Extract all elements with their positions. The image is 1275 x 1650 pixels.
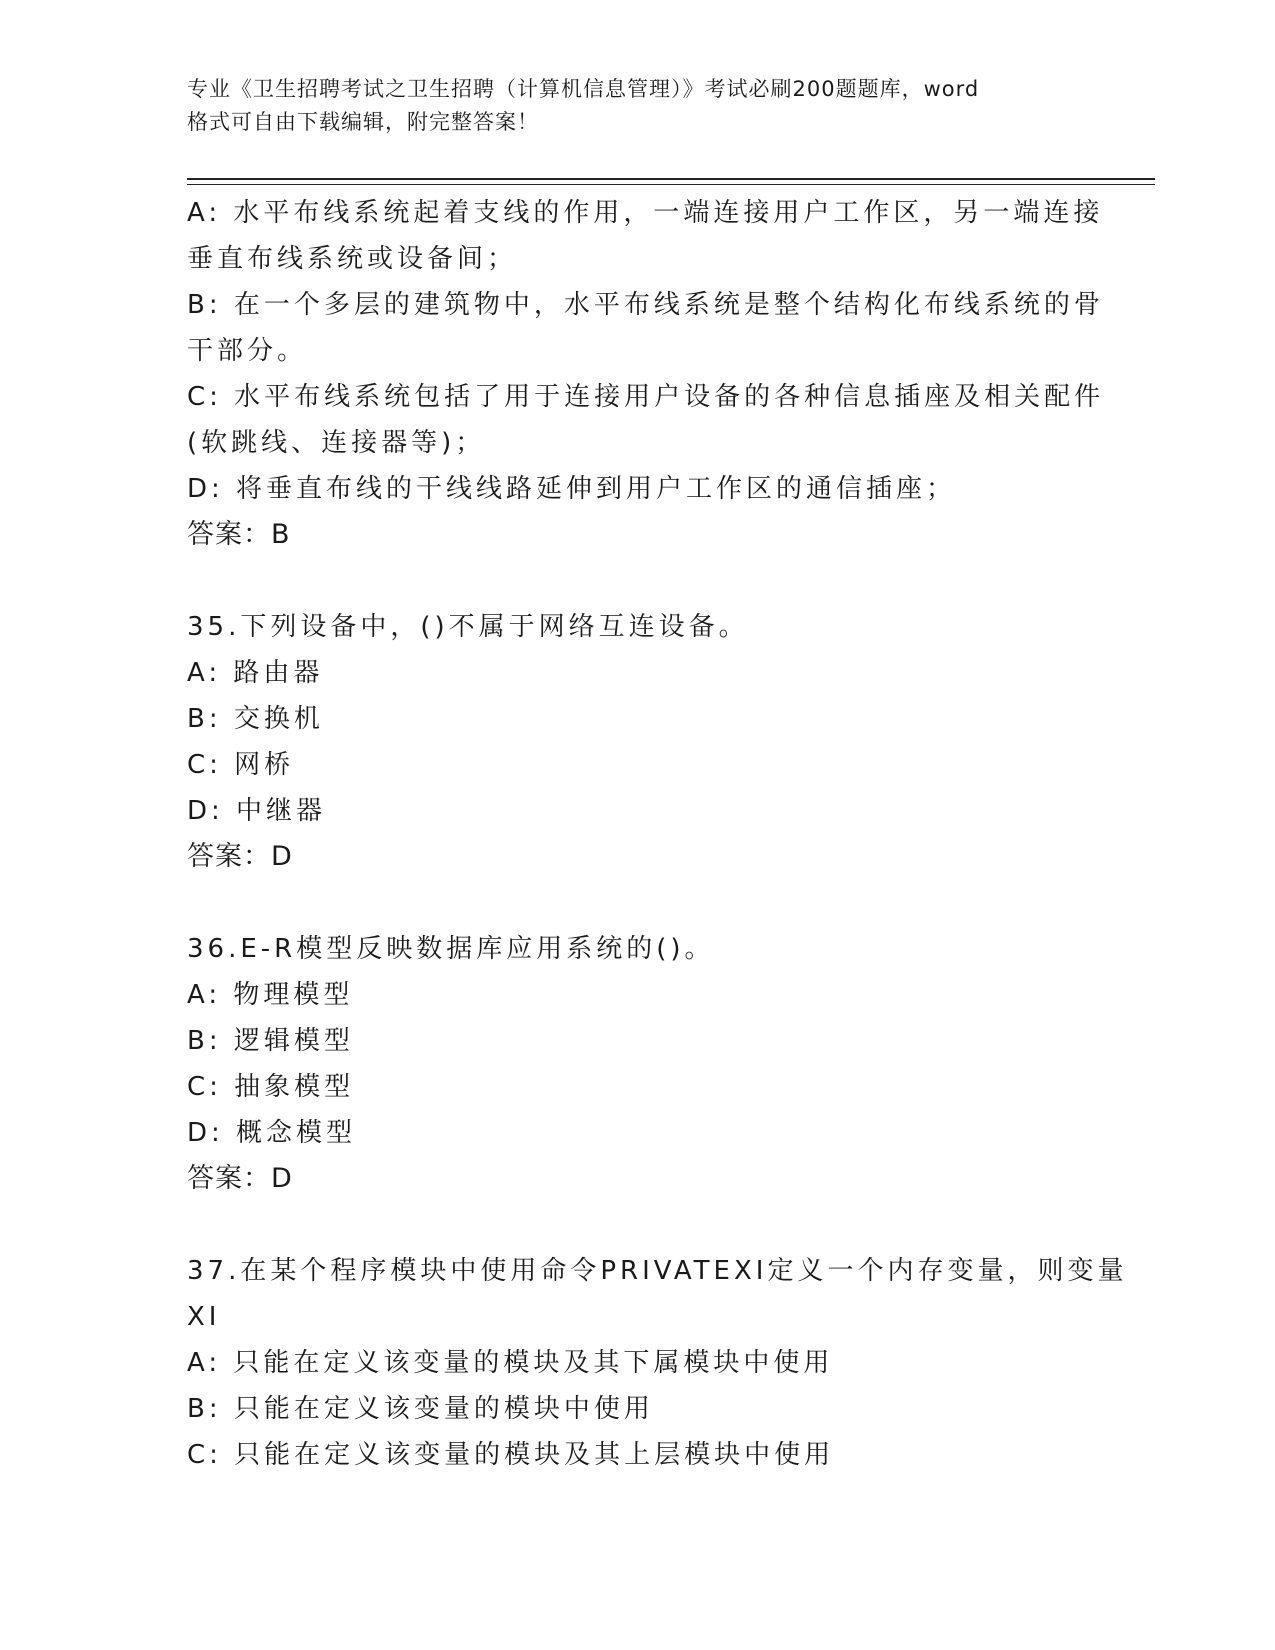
option-d: D: 中继器	[187, 796, 327, 826]
question-content	[187, 190, 1128, 1478]
option-b-line-2: 干部分。	[187, 336, 308, 366]
option-a-line-2: 垂直布线系统或设备间；	[187, 244, 518, 274]
question-stem-line-1: 37.在某个程序模块中使用命令PRIVATEXI定义一个内存变量，则变量	[187, 1256, 1128, 1286]
option-c: C: 网桥	[187, 750, 295, 780]
option-d: D: 将垂直布线的干线线路延伸到用户工作区的通信插座；	[187, 474, 957, 504]
option-b-line-1: B: 在一个多层的建筑物中，水平布线系统是整个结构化布线系统的骨	[187, 290, 1104, 320]
question-34-continued	[187, 190, 1105, 558]
option-a: A: 物理模型	[187, 980, 354, 1010]
option-b: B: 只能在定义该变量的模块中使用	[187, 1394, 654, 1424]
answer-label: 答案：D	[187, 1163, 293, 1194]
question-37	[187, 1248, 1128, 1478]
question-stem: 35.下列设备中，()不属于网络互连设备。	[187, 612, 749, 642]
option-d: D: 概念模型	[187, 1118, 357, 1148]
header-title-line-1: 专业《卫生招聘考试之卫生招聘（计算机信息管理）》考试必刷200题题库，word	[187, 77, 980, 101]
spacer	[187, 558, 1087, 604]
header-divider-thin	[187, 184, 1155, 185]
option-c: C: 抽象模型	[187, 1072, 355, 1102]
option-a-line-1: A: 水平布线系统起着支线的作用，一端连接用户工作区，另一端连接	[187, 198, 1104, 228]
spacer	[187, 1202, 1087, 1248]
document-header	[187, 73, 1087, 139]
option-a: A: 只能在定义该变量的模块及其下属模块中使用	[187, 1348, 834, 1378]
question-stem: 36.E-R模型反映数据库应用系统的()。	[187, 934, 715, 964]
answer-label: 答案：D	[187, 841, 293, 872]
spacer	[187, 880, 1087, 926]
option-b: B: 交换机	[187, 704, 324, 734]
option-c-line-1: C: 水平布线系统包括了用于连接用户设备的各种信息插座及相关配件	[187, 382, 1105, 412]
option-b: B: 逻辑模型	[187, 1026, 354, 1056]
option-a: A: 路由器	[187, 658, 324, 688]
header-divider-thick	[187, 178, 1155, 180]
option-c-line-2: (软跳线、连接器等)；	[187, 428, 486, 458]
question-35	[187, 604, 1087, 880]
question-36	[187, 926, 1087, 1202]
question-stem-line-2: XI	[187, 1302, 221, 1332]
answer-label: 答案：B	[187, 519, 291, 550]
option-c: C: 只能在定义该变量的模块及其上层模块中使用	[187, 1440, 835, 1470]
header-title-line-2: 格式可自由下载编辑，附完整答案！	[187, 110, 539, 134]
